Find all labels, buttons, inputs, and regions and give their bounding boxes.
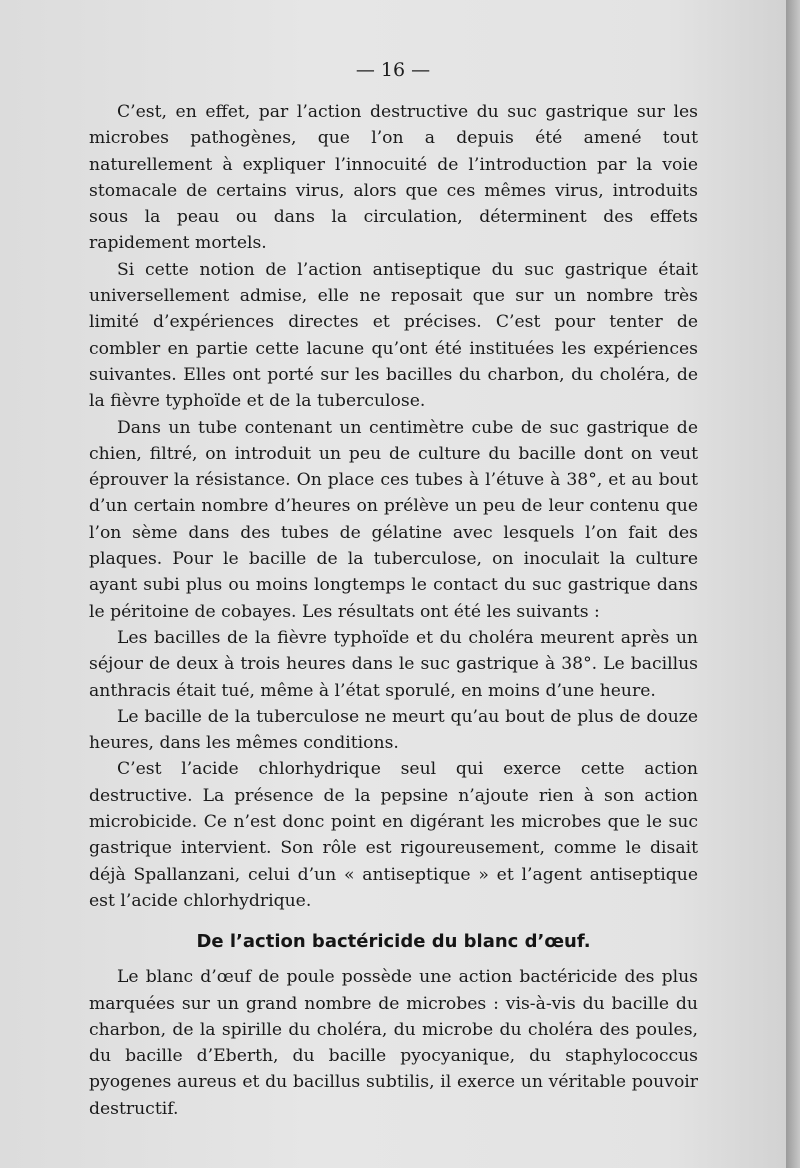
paragraph: Le bacille de la tuberculose ne meurt qu’au bout de plus de douze heures, dans les mêmes conditions. xyxy=(89,706,698,754)
paragraph: C’est, en effet, par l’action destructive du suc gastrique sur les microbes pathogènes, que l’on a depuis été amené tout naturellement à expliquer l’innocuité de l’introduction par la voie stomacale de certains virus, alors que ces mêmes virus, introduits sous la peau ou dans la circulation, déterminent des effets rapidement mortels. xyxy=(89,102,698,254)
paragraph: Dans un tube contenant un centimètre cube de suc gastrique de chien, filtré, on introduit un peu de culture du bacille dont on veut éprouver la résistance. On place ces tubes à l’étuve à 38°, et au bout d’un certain nombre d’heures on prélève un peu de leur contenu que l’on sème dans des tubes de gélatine avec lesquels l’on fait des plaques. Pour le bacille de la tuberculose, on inoculait la culture ayant subi plus ou moins longtemps le contact du suc gastrique dans le péritoine de cobayes. Les résultats ont été les suivants : xyxy=(89,417,698,622)
section-heading: De l’action bactéricide du blanc d’œuf. xyxy=(196,931,591,953)
page-edge-shadow xyxy=(786,0,800,1168)
paragraph: Le blanc d’œuf de poule possède une action bactéricide des plus marquées sur un grand nombre de microbes : vis-à-vis du bacille du charbon, de la spirille du choléra, du microbe du choléra des poules, du bacille d’Eberth, du bacille pyocyanique, du staphylococcus pyogenes aureus et du bacillus subtilis, il exerce un véritable pouvoir destructif. xyxy=(89,967,698,1119)
page-number: — 16 — xyxy=(355,59,431,81)
paragraph: Si cette notion de l’action antiseptique du suc gastrique était universellement admise, elle ne reposait que sur un nombre très limité d’expériences directes et précises. C’est pour tenter de combler en partie cette lacune qu’ont été instituées les expériences suivantes. Elles ont porté sur les bacilles du charbon, du choléra, de la fièvre typhoïde et de la tuberculose. xyxy=(89,259,698,412)
paragraph: Les bacilles de la fièvre typhoïde et du choléra meurent après un séjour de deux à trois heures dans le suc gastrique à 38°. Le bacillus anthracis était tué, même à l’état sporulé, en moins d’une heure. xyxy=(89,627,698,701)
paragraph: C’est l’acide chlorhydrique seul qui exerce cette action destructive. La présence de la pepsine n’ajoute rien à son action microbicide. Ce n’est donc point en digérant les microbes que le suc gastrique intervient. Son rôle est rigoureusement, comme le disait déjà Spallanzani, celui d’un « antiseptique » et l’agent antiseptique est l’acide chlorhydrique. xyxy=(89,759,698,911)
page-body xyxy=(89,99,698,1122)
